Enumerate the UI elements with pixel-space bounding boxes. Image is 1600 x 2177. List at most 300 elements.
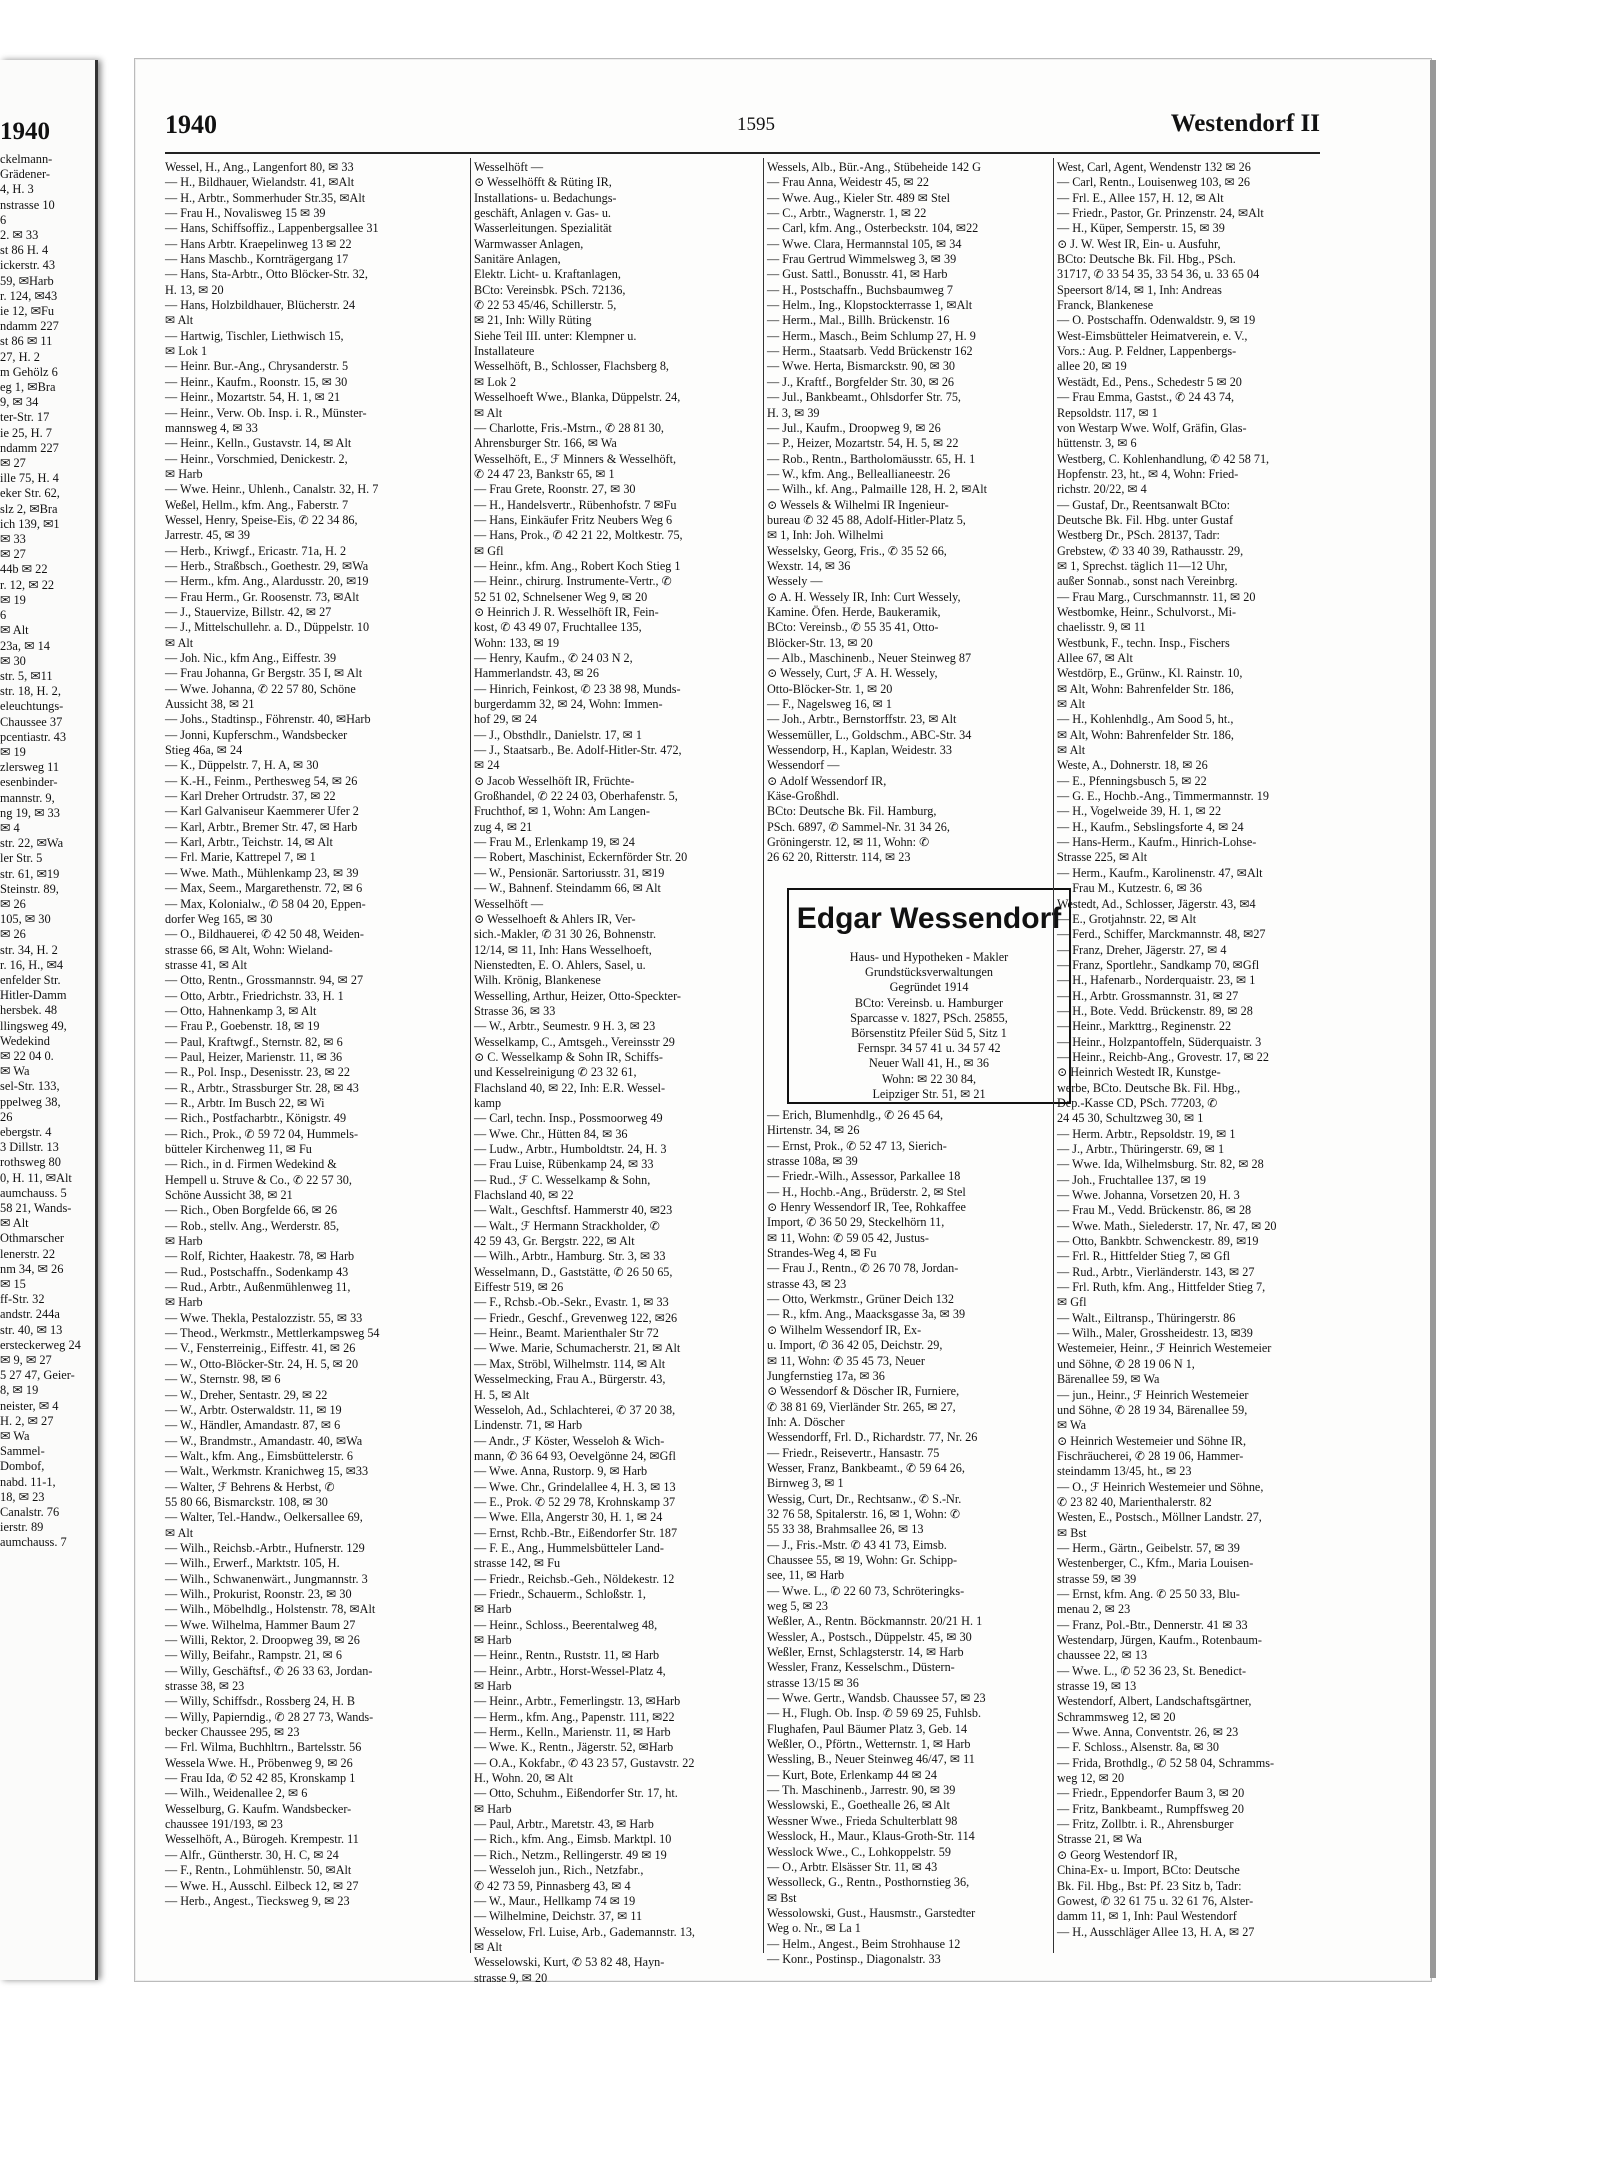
directory-entry-line: Wexstr. 14, ✉ 36 bbox=[767, 558, 851, 573]
directory-entry-line: — Heinr., Kaufm., Roonstr. 15, ✉ 30 bbox=[165, 374, 348, 389]
directory-entry-line: — Wilh., Möbelhdlg., Holstenstr. 78, ✉Alt bbox=[165, 1602, 376, 1617]
directory-entry-line: Wesslock Wwe., C., Lohkoppelstr. 59 bbox=[767, 1844, 951, 1859]
directory-entry-line: 27, H. 2 bbox=[0, 349, 40, 364]
directory-entry-line: Wessendorf — bbox=[767, 758, 840, 773]
directory-entry-line: — Frau Marg., Curschmannstr. 11, ✉ 20 bbox=[1057, 589, 1256, 604]
directory-entry-line: Flachsland 40, ✉ 22 bbox=[474, 1188, 574, 1203]
directory-entry-line: ✉ Alt bbox=[1057, 697, 1086, 712]
directory-entry-line: — Karl Galvaniseur Kaemmerer Ufer 2 bbox=[165, 804, 359, 819]
directory-entry-line: Weste, A., Dohnerstr. 18, ✉ 26 bbox=[1057, 758, 1208, 773]
directory-entry-line: zlersweg 11 bbox=[0, 760, 60, 775]
directory-entry-line: ler Str. 5 bbox=[0, 851, 43, 866]
directory-entry-line: strasse 43, ✉ 23 bbox=[767, 1276, 847, 1291]
directory-entry-line: Eiffestr 519, ✉ 26 bbox=[474, 1280, 564, 1295]
directory-entry-line: — Wwe. Ella, Angerstr 30, H. 1, ✉ 24 bbox=[474, 1510, 663, 1525]
directory-entry-line: Weßler, Ernst, Schlagsterstr. 14, ✉ Harb bbox=[767, 1645, 964, 1660]
directory-entry-line: Warmwasser Anlagen, bbox=[474, 236, 584, 251]
directory-entry-line: — Frau Herm., Gr. Roosenstr. 73, ✉Alt bbox=[165, 589, 360, 604]
directory-entry-line: ie 25, H. 7 bbox=[0, 425, 52, 440]
directory-entry-line: — Ferd., Schiffer, Marckmannstr. 48, ✉27 bbox=[1057, 927, 1266, 942]
directory-entry-line: mann, ✆ 36 64 93, Oevelgönne 24, ✉Gfl bbox=[474, 1448, 676, 1463]
directory-entry-line: 23a, ✉ 14 bbox=[0, 638, 50, 653]
directory-entry-line: Flughafen, Paul Bäumer Platz 3, Geb. 14 bbox=[767, 1721, 968, 1736]
directory-entry-line: burgerdamm 32, ✉ 24, Wohn: Immen- bbox=[474, 697, 663, 712]
directory-entry-line: — Rich., Prok., ✆ 59 72 04, Hummels- bbox=[165, 1126, 359, 1141]
directory-entry-line: — W., kfm. Ang., Belleallianeestr. 26 bbox=[767, 466, 951, 481]
directory-entry-line: str. 22, ✉Wa bbox=[0, 836, 64, 851]
directory-entry-line: — Frl. Wilma, Buchhltrn., Bartelsstr. 56 bbox=[165, 1740, 362, 1755]
directory-entry-line: — Wwe. Wilhelma, Hammer Baum 27 bbox=[165, 1617, 356, 1632]
directory-entry-line: Steinstr. 89, bbox=[0, 881, 59, 896]
directory-entry-line: eg 1, ✉Bra bbox=[0, 380, 56, 395]
directory-entry-line: — Carl, kfm. Ang., Osterbeckstr. 104, ✉22 bbox=[767, 221, 979, 236]
directory-entry-line: — Fritz, Bankbeamt., Rumpffsweg 20 bbox=[1057, 1801, 1244, 1816]
directory-entry-line: Wesselsky, Georg, Fris., ✆ 35 52 66, bbox=[767, 543, 947, 558]
directory-entry-line: Sammel- bbox=[0, 1444, 45, 1459]
directory-entry-line: m Gehölz 6 bbox=[0, 364, 58, 379]
directory-entry-line: — Herm. Arbtr., Repsoldstr. 19, ✉ 1 bbox=[1057, 1126, 1236, 1141]
directory-entry-line: — Heinr., Markttrg., Reginenstr. 22 bbox=[1057, 1019, 1232, 1034]
directory-entry-line: ⊙ J. W. West IR, Ein- u. Ausfuhr, bbox=[1057, 236, 1221, 251]
directory-entry-line: 55 80 66, Bismarckstr. 108, ✉ 30 bbox=[165, 1494, 328, 1509]
directory-entry-line: — Carl, techn. Insp., Possmoorweg 49 bbox=[474, 1111, 663, 1126]
directory-entry-line: BCto: Deutsche Bk. Fil. Hbg., PSch. bbox=[1057, 252, 1236, 267]
directory-entry-line: — Wwe. L., ✆ 22 60 73, Schröteringks- bbox=[767, 1583, 965, 1598]
directory-entry-line: Weßler, O., Pförtn., Wetternstr. 1, ✉ Harb bbox=[767, 1737, 971, 1752]
directory-entry-line: — H., Küper, Semperstr. 15, ✉ 39 bbox=[1057, 221, 1225, 236]
directory-entry-line: Grebstew, ✆ 33 40 39, Rathausstr. 29, bbox=[1057, 543, 1244, 558]
directory-entry-line: und Kesselreinigung ✆ 23 32 61, bbox=[474, 1065, 637, 1080]
directory-entry-line: nabd. 11-1, bbox=[0, 1474, 56, 1489]
directory-entry-line: Wessig, Curt, Dr., Rechtsanw., ✆ S.-Nr. bbox=[767, 1491, 962, 1506]
directory-entry-line: — Alfr., Güntherstr. 30, H. C, ✉ 24 bbox=[165, 1847, 339, 1862]
directory-entry-line: — Rich., Oben Borgfelde 66, ✉ 26 bbox=[165, 1203, 338, 1218]
directory-entry-line: neister, ✉ 4 bbox=[0, 1398, 59, 1413]
directory-entry-line: Jarrestr. 45, ✉ 39 bbox=[165, 528, 251, 543]
directory-entry-line: ✉ 24 bbox=[474, 758, 500, 773]
directory-entry-line: Kamine. Öfen. Herde, Baukeramik, bbox=[767, 604, 941, 619]
directory-entry-line: ✉ Harb bbox=[165, 1234, 203, 1249]
directory-entry-line: — Heinr., chirurg. Instrumente-Vertr., ✆ bbox=[474, 574, 672, 589]
directory-entry-line: Wohn: 133, ✉ 19 bbox=[474, 635, 560, 650]
directory-entry-line: 24 45 30, Schultzweg 30, ✉ 1 bbox=[1057, 1111, 1204, 1126]
directory-entry-line: ✉ Alt bbox=[165, 1525, 194, 1540]
directory-entry-line: sich.-Makler, ✆ 31 30 26, Bohnenstr. bbox=[474, 927, 657, 942]
directory-entry-line: — Ernst, Rchb.-Btr., Eißendorfer Str. 187 bbox=[474, 1525, 678, 1540]
directory-entry-line: ✉ 26 bbox=[0, 927, 26, 942]
directory-entry-line: China-Ex- u. Import, BCto: Deutsche bbox=[1057, 1863, 1240, 1878]
directory-entry-line: ⊙ Heinrich Westemeier und Söhne IR, bbox=[1057, 1433, 1247, 1448]
directory-entry-line: — Robert, Maschinist, Eckernförder Str. 20 bbox=[474, 850, 688, 865]
directory-entry-line: — H., Kohlenhdlg., Am Sood 5, ht., bbox=[1057, 712, 1234, 727]
directory-entry-line: aumchauss. 5 bbox=[0, 1185, 67, 1200]
header-year: 1940 bbox=[165, 110, 217, 139]
directory-entry-line: see, 11, ✉ Harb bbox=[767, 1568, 845, 1583]
directory-entry-line: — Wwe. Chr., Hütten 84, ✉ 36 bbox=[474, 1126, 628, 1141]
directory-entry-line: — Andr., ℱ Köster, Wesseloh & Wich- bbox=[474, 1433, 665, 1448]
directory-entry-line: — Rich., kfm. Ang., Eimsb. Marktpl. 10 bbox=[474, 1832, 672, 1847]
directory-entry-line: menau 2, ✉ 23 bbox=[1057, 1602, 1131, 1617]
directory-entry-line: 9, ✉ 34 bbox=[0, 395, 39, 410]
advertisement-title: Edgar Wessendorf bbox=[796, 902, 1062, 935]
directory-entry-line: strasse 66, ✉ Alt, Wohn: Wieland- bbox=[165, 942, 333, 957]
directory-entry-line: Birnweg 3, ✉ 1 bbox=[767, 1476, 844, 1491]
directory-entry-line: — Karl Dreher Ortrudstr. 37, ✉ 22 bbox=[165, 789, 336, 804]
directory-entry-line: — Heinr., Mozartstr. 54, H. 1, ✉ 21 bbox=[165, 390, 341, 405]
directory-entry-line: Wessendorff, Frl. D., Richardstr. 77, Nr. 26 bbox=[767, 1430, 978, 1445]
directory-entry-line: r. 12, ✉ 22 bbox=[0, 577, 55, 592]
directory-entry-line: Allee 67, ✉ Alt bbox=[1057, 651, 1133, 665]
directory-entry-line: ✆ 24 47 23, Bankstr 65, ✉ 1 bbox=[474, 466, 615, 481]
directory-entry-line: ⊙ Heinrich Westedt IR, Kunstge- bbox=[1057, 1065, 1221, 1080]
directory-entry-line: ⊙ Wessendorf & Döscher IR, Furniere, bbox=[767, 1384, 960, 1399]
directory-entry-line: — Wwe. Chr., Grindelallee 4, H. 3, ✉ 13 bbox=[474, 1479, 676, 1494]
directory-entry-line: enfelder Str. bbox=[0, 972, 61, 987]
directory-entry-line: ⊙ Wessely, Curt, ℱ A. H. Wessely, bbox=[767, 666, 938, 681]
directory-entry-line: Weg o. Nr., ✉ La 1 bbox=[767, 1921, 861, 1936]
directory-entry-line: — Franz, Dreher, Jägerstr. 27, ✉ 4 bbox=[1057, 942, 1227, 957]
directory-entry-line: — Rud., Arbtr., Außenmühlenweg 11, bbox=[165, 1280, 351, 1295]
directory-entry-line: — W., Otto-Blöcker-Str. 24, H. 5, ✉ 20 bbox=[165, 1356, 359, 1371]
directory-entry-line: ✆ 38 81 69, Vierländer Str. 265, ✉ 27, bbox=[767, 1399, 956, 1414]
directory-entry-line: — H., Arbtr. Grossmannstr. 31, ✉ 27 bbox=[1057, 988, 1239, 1003]
directory-entry-line: ✉ Bst bbox=[767, 1890, 797, 1905]
directory-entry-line: Wessel, H., Ang., Langenfort 80, ✉ 33 bbox=[165, 160, 354, 174]
directory-entry-line: ✉ Alt bbox=[474, 405, 503, 420]
directory-entry-line: — Wwe. L., ✆ 52 36 23, St. Benedict- bbox=[1057, 1663, 1247, 1678]
directory-entry-line: — Herm., Masch., Beim Schlump 27, H. 9 bbox=[767, 328, 976, 343]
directory-entry-line: Westberg Dr., PSch. 28137, Tadr: bbox=[1057, 528, 1220, 543]
directory-entry-line: — W., Maur., Hellkamp 74 ✉ 19 bbox=[474, 1893, 636, 1908]
directory-entry-line: — Hans Arbtr. Kraepelinweg 13 ✉ 22 bbox=[165, 236, 352, 251]
directory-entry-line: st 86 H. 4 bbox=[0, 243, 49, 258]
directory-entry-line: ✉ 9, ✉ 27 bbox=[0, 1353, 52, 1368]
directory-entry-line: — K., Düppelstr. 7, H. A, ✉ 30 bbox=[165, 758, 319, 773]
directory-entry-line: — jun., Heinr., ℱ Heinrich Westemeier bbox=[1057, 1387, 1249, 1402]
directory-entry-line: — Joh. Nic., kfm Ang., Eiffestr. 39 bbox=[165, 651, 337, 665]
directory-entry-line: Wessling, B., Neuer Steinweg 46/47, ✉ 11 bbox=[767, 1752, 975, 1767]
directory-entry-line: ng 19, ✉ 33 bbox=[0, 805, 60, 820]
directory-entry-line: — Gust. Sattl., Bonusstr. 41, ✉ Harb bbox=[767, 267, 948, 282]
directory-entry-line: Schrammsweg 12, ✉ 20 bbox=[1057, 1709, 1176, 1724]
directory-entry-line: — Wwe. Anna, Rustorp. 9, ✉ Harb bbox=[474, 1464, 648, 1479]
directory-entry-line: Hammerlandstr. 43, ✉ 26 bbox=[474, 666, 599, 681]
directory-entry-line: 26 62 20, Ritterstr. 114, ✉ 23 bbox=[767, 850, 911, 865]
directory-entry-line: — J., Staatsarb., Be. Adolf-Hitler-Str. 472, bbox=[474, 743, 682, 758]
directory-entry-line: Wasserleitungen. Spezialität bbox=[474, 221, 612, 236]
directory-entry-line: ✉ Alt, Wohn: Bahrenfelder Str. 186, bbox=[1057, 727, 1234, 742]
directory-entry-line: str. 5, ✉11 bbox=[0, 668, 53, 683]
directory-entry-line: ie 12, ✉Fu bbox=[0, 304, 55, 319]
directory-entry-line: — Frau Luise, Rübenkamp 24, ✉ 33 bbox=[474, 1157, 654, 1172]
directory-entry-line: ✉ Alt bbox=[0, 623, 29, 638]
directory-entry-line: ebergstr. 4 bbox=[0, 1125, 52, 1139]
directory-entry-line: nstrasse 10 bbox=[0, 197, 55, 212]
directory-entry-line: 59, ✉Harb bbox=[0, 273, 54, 288]
directory-entry-line: 0, H. 11, ✉Alt bbox=[0, 1170, 72, 1185]
directory-entry-line: Hitler-Damm bbox=[0, 988, 67, 1003]
directory-entry-line: — Heinr., Schloss., Beerentalweg 48, bbox=[474, 1617, 658, 1632]
directory-entry-line: hersbek. 48 bbox=[0, 1003, 58, 1018]
directory-entry-line: — Konr., Postinsp., Diagonalstr. 33 bbox=[767, 1951, 941, 1966]
directory-column-3-continued bbox=[767, 1108, 1057, 1968]
directory-entry-line: 6 bbox=[0, 212, 7, 227]
directory-entry-line: lenerstr. 22 bbox=[0, 1246, 56, 1261]
directory-entry-line: — Frau Grete, Roonstr. 27, ✉ 30 bbox=[474, 482, 636, 497]
directory-entry-line: Wesselmann, D., Gaststätte, ✆ 26 50 65, bbox=[474, 1264, 673, 1279]
directory-entry-line: r. 124, ✉43 bbox=[0, 288, 58, 303]
directory-entry-line: mannsweg 4, ✉ 33 bbox=[165, 420, 258, 435]
directory-entry-line: ✉ 4 bbox=[0, 820, 20, 835]
directory-entry-line: — Rob., Rentn., Bartholomäusstr. 65, H. 1 bbox=[767, 451, 976, 466]
directory-entry-line: — Herm., Gärtn., Geibelstr. 57, ✉ 39 bbox=[1057, 1540, 1240, 1555]
advertisement-line: Sparcasse v. 1827, PSch. 25855, bbox=[850, 1010, 1008, 1025]
advertisement-line: Wohn: ✉ 22 30 84, bbox=[881, 1071, 977, 1086]
directory-entry-line: 52 51 02, Schnelsener Weg 9, ✉ 20 bbox=[474, 589, 648, 604]
directory-entry-line: — H., Handelsvertr., Rübenhofstr. 7 ✉Fu bbox=[474, 497, 677, 512]
directory-entry-line: — Charlotte, Fris.-Mstrn., ✆ 28 81 30, bbox=[474, 420, 664, 435]
directory-entry-line: — W., Arbtr. Osterwaldstr. 11, ✉ 19 bbox=[165, 1402, 342, 1417]
directory-entry-line: — Frl. R., Hittfelder Stieg 7, ✉ Gfl bbox=[1057, 1249, 1231, 1264]
directory-entry-line: BCto: Deutsche Bk. Fil. Hamburg, bbox=[767, 804, 937, 819]
directory-entry-line: West-Eimsbütteler Heimatverein, e. V., bbox=[1057, 328, 1248, 343]
directory-entry-line: str. 40, ✉ 13 bbox=[0, 1322, 63, 1337]
directory-entry-line: — Friedr., Geschf., Grevenweg 122, ✉26 bbox=[474, 1310, 678, 1325]
directory-entry-line: — Hans, Einkäufer Fritz Neubers Weg 6 bbox=[474, 512, 673, 527]
page-header bbox=[165, 108, 1320, 144]
directory-entry-line: Canalstr. 76 bbox=[0, 1505, 60, 1520]
directory-entry-line: Wessendorp, H., Kaplan, Weidestr. 33 bbox=[767, 743, 952, 758]
directory-entry-line: — C., Arbtr., Wagnerstr. 1, ✉ 22 bbox=[767, 206, 927, 221]
directory-entry-line: — Wwe. Aug., Kieler Str. 489 ✉ Stel bbox=[767, 190, 950, 205]
directory-entry-line: Siehe Teil III. unter: Klempner u. bbox=[474, 328, 637, 343]
directory-entry-line: Wesslowski, E., Goethealle 26, ✉ Alt bbox=[767, 1798, 950, 1813]
directory-entry-line: — E., Pfenningsbusch 5, ✉ 22 bbox=[1057, 773, 1207, 788]
advertisement-text bbox=[789, 950, 1069, 1102]
directory-entry-line: ✉ Alt bbox=[1057, 743, 1086, 758]
directory-entry-line: — Wwe. Heinr., Uhlenh., Canalstr. 32, H. 7 bbox=[165, 482, 379, 497]
directory-entry-line: — Karl, Arbtr., Teichstr. 14, ✉ Alt bbox=[165, 835, 333, 850]
directory-entry-line: — Walt., Eiltransp., Thüringerstr. 86 bbox=[1057, 1310, 1236, 1325]
directory-entry-line: ✉ 27 bbox=[0, 456, 26, 471]
directory-entry-line: — Rud., Postschaffn., Sodenkamp 43 bbox=[165, 1264, 349, 1279]
directory-entry-line: — Rud., ℱ C. Wesselkamp & Sohn, bbox=[474, 1172, 651, 1187]
directory-entry-line: Wesselhöft, A., Bürogeh. Krempestr. 11 bbox=[165, 1832, 359, 1847]
directory-entry-line: — Hans, Schiffsoffiz., Lappenbergsallee 31 bbox=[165, 221, 379, 236]
directory-entry-line: 6 bbox=[0, 608, 7, 623]
directory-entry-line: — Rud., Arbtr., Vierländerstr. 143, ✉ 27 bbox=[1057, 1264, 1255, 1279]
directory-entry-line: Westenberger, C., Kfm., Maria Louisen- bbox=[1057, 1556, 1254, 1571]
directory-entry-line: — Henry, Kaufm., ✆ 24 03 N 2, bbox=[474, 651, 633, 665]
directory-entry-line: — Frau M., Vedd. Brückenstr. 86, ✉ 28 bbox=[1057, 1203, 1252, 1218]
directory-entry-line: llingsweg 49, bbox=[0, 1018, 67, 1033]
directory-entry-line: r. 16, H., ✉4 bbox=[0, 957, 64, 972]
directory-entry-line: — Wilh., Arbtr., Hamburg. Str. 3, ✉ 33 bbox=[474, 1249, 666, 1264]
directory-entry-line: — Karl, Arbtr., Bremer Str. 47, ✉ Harb bbox=[165, 819, 358, 834]
directory-entry-line: — Hans, Prok., ✆ 42 21 22, Moltkestr. 75, bbox=[474, 528, 683, 543]
directory-entry-line: 18, ✉ 23 bbox=[0, 1489, 45, 1504]
directory-entry-line: Wesselling, Arthur, Heizer, Otto-Speckter- bbox=[474, 988, 681, 1003]
directory-entry-line: — Hans, Sta-Arbtr., Otto Blöcker-Str. 32, bbox=[165, 267, 368, 282]
directory-entry-line: ✉ 27 bbox=[0, 547, 26, 562]
directory-entry-line: ckelmann- bbox=[0, 152, 53, 166]
directory-entry-line: Wilh. Krönig, Blankenese bbox=[474, 973, 601, 988]
directory-entry-line: chaelisstr. 9, ✉ 11 bbox=[1057, 620, 1146, 635]
directory-entry-line: — O.A., Kokfabr., ✆ 43 23 57, Gustavstr. 22 bbox=[474, 1755, 695, 1770]
directory-entry-line: weg 12, ✉ 20 bbox=[1057, 1771, 1125, 1786]
directory-entry-line: — Heinr., kfm. Ang., Robert Koch Stieg 1 bbox=[474, 558, 681, 573]
directory-entry-line: — H., Bildhauer, Wielandstr. 41, ✉Alt bbox=[165, 175, 355, 190]
directory-entry-line: ✉ Alt bbox=[474, 1939, 503, 1954]
directory-entry-line: — Friedr., Schauerm., Schloßstr. 1, bbox=[474, 1586, 646, 1601]
directory-entry-line: Käse-Großhdl. bbox=[767, 789, 840, 804]
directory-entry-line: Fischräucherei, ✆ 28 19 06, Hammer- bbox=[1057, 1448, 1244, 1463]
directory-entry-line: ✉ 19 bbox=[0, 592, 26, 607]
directory-entry-line: Wedekind bbox=[0, 1033, 50, 1048]
directory-entry-line: — Willy, Beifahr., Rampstr. 21, ✉ 6 bbox=[165, 1648, 342, 1663]
directory-entry-line: — Ernst, Prok., ✆ 52 47 13, Sierich- bbox=[767, 1138, 947, 1153]
directory-entry-line: — R., Arbtr., Strassburger Str. 28, ✉ 43 bbox=[165, 1080, 359, 1095]
directory-entry-line: — Wilh., Schwanenwärt., Jungmannstr. 3 bbox=[165, 1571, 368, 1586]
directory-entry-line: — Wilh., Maler, Grossheidestr. 13, ✉39 bbox=[1057, 1326, 1253, 1341]
directory-entry-line: Wessler, A., Postsch., Düppelstr. 45, ✉ 30 bbox=[767, 1629, 972, 1644]
directory-entry-line: Westdörp, E., Grünw., Kl. Rainstr. 10, bbox=[1057, 666, 1243, 681]
directory-entry-line: — H., Hafenarb., Norderquaistr. 23, ✉ 1 bbox=[1057, 973, 1256, 988]
directory-entry-line: — K.-H., Feinm., Perthesweg 54, ✉ 26 bbox=[165, 773, 358, 788]
directory-entry-line: Installateure bbox=[474, 344, 535, 359]
directory-entry-line: — Joh., Fruchtallee 137, ✉ 19 bbox=[1057, 1172, 1206, 1187]
directory-entry-line: steindamm 13/45, ht., ✉ 23 bbox=[1057, 1464, 1192, 1479]
directory-entry-line: — W., Brandmstr., Amandastr. 40, ✉Wa bbox=[165, 1433, 363, 1448]
directory-entry-line: — Hinrich, Feinkost, ✆ 23 38 98, Munds- bbox=[474, 681, 681, 696]
directory-entry-line: — Wesseloh jun., Rich., Netzfabr., bbox=[474, 1863, 644, 1878]
directory-entry-line: — Rich., Postfacharbtr., Königstr. 49 bbox=[165, 1111, 347, 1126]
directory-entry-line: 2. ✉ 33 bbox=[0, 228, 39, 243]
directory-entry-line: Wesslock, H., Maur., Klaus-Groth-Str. 114 bbox=[767, 1829, 975, 1844]
directory-entry-line: — J., Arbtr., Thüringerstr. 69, ✉ 1 bbox=[1057, 1142, 1225, 1156]
directory-entry-line: — J., Fris.-Mstr. ✆ 43 41 73, Eimsb. bbox=[767, 1537, 947, 1552]
directory-entry-line: — H., Arbtr., Sommerhuder Str.35, ✉Alt bbox=[165, 190, 366, 205]
advertisement-line: Haus- und Hypotheken - Makler bbox=[849, 950, 1009, 964]
directory-entry-line: Otto-Blöcker-Str. 1, ✉ 20 bbox=[767, 681, 893, 696]
directory-entry-line: — Heinr., Reichb-Ang., Grovestr. 17, ✉ 22 bbox=[1057, 1049, 1269, 1064]
directory-entry-line: Inh: A. Döscher bbox=[767, 1414, 845, 1429]
directory-entry-line: Weßel, Hellm., kfm. Ang., Faberstr. 7 bbox=[165, 497, 349, 512]
directory-entry-line: Wessler, Franz, Kesselschm., Düstern- bbox=[767, 1660, 955, 1675]
directory-entry-line: Wesselburg, G. Kaufm. Wandsbecker- bbox=[165, 1801, 352, 1816]
directory-entry-line: — F. E., Ang., Hummelsbütteler Land- bbox=[474, 1540, 664, 1555]
directory-entry-line: 32 76 58, Spitalerstr. 16, ✉ 1, Wohn: ✆ bbox=[767, 1506, 961, 1521]
directory-entry-line: Wesselhöft — bbox=[474, 160, 544, 174]
directory-entry-line: — W., Sternstr. 98, ✉ 6 bbox=[165, 1372, 281, 1387]
directory-entry-line: ⊙ Georg Westendorf IR, bbox=[1057, 1847, 1178, 1862]
directory-entry-line: Wessels, Alb., Bür.-Ang., Stübeheide 142 G bbox=[767, 160, 981, 174]
directory-entry-line: ✆ 23 82 40, Marienthalerstr. 82 bbox=[1057, 1494, 1212, 1509]
directory-entry-line: — Helm., Ing., Klopstockterrasse 1, ✉Alt bbox=[767, 298, 973, 313]
directory-entry-line: — Frau Emma, Gastst., ✆ 24 43 74, bbox=[1057, 390, 1235, 405]
directory-entry-line: Dep.-Kasse CD, PSch. 77203, ✆ bbox=[1057, 1095, 1218, 1110]
directory-entry-line: 58 21, Wands- bbox=[0, 1201, 72, 1216]
directory-entry-line: — Friedr., Eppendorfer Baum 3, ✉ 20 bbox=[1057, 1786, 1245, 1801]
advertisement-line: Fernspr. 34 57 41 u. 34 57 42 bbox=[857, 1041, 1001, 1056]
directory-entry-line: ickerstr. 43 bbox=[0, 258, 56, 273]
directory-entry-line: Westedt, Ad., Schlosser, Jägerstr. 43, ✉4 bbox=[1057, 896, 1256, 911]
directory-entry-line: — Frau Ida, ✆ 52 42 85, Kronskamp 1 bbox=[165, 1771, 356, 1786]
directory-entry-line: hüttenstr. 3, ✉ 6 bbox=[1057, 436, 1137, 451]
directory-entry-line: Bk. Fil. Hbg., Bst: Pf. 23 Sitz b, Tadr: bbox=[1057, 1878, 1242, 1893]
directory-entry-line: ersteckerweg 24 bbox=[0, 1337, 81, 1352]
directory-entry-line: ff-Str. 32 bbox=[0, 1292, 45, 1307]
directory-entry-line: ✉ Gfl bbox=[1057, 1295, 1087, 1310]
directory-entry-line: — Rich., Netzm., Rellingerstr. 49 ✉ 19 bbox=[474, 1847, 667, 1862]
directory-entry-line: damm 11, ✉ 1, Inh: Paul Westendorf bbox=[1057, 1909, 1237, 1924]
directory-entry-line: ✉ Bst bbox=[1057, 1525, 1087, 1540]
directory-entry-line: ⊙ C. Wesselkamp & Sohn IR, Schiffs- bbox=[474, 1049, 663, 1064]
directory-entry-line: Vors.: Aug. P. Feldner, Lappenbergs- bbox=[1057, 344, 1237, 359]
directory-entry-line: ✉ 21, Inh: Willy Rüting bbox=[474, 313, 592, 328]
page-number: 1595 bbox=[737, 114, 775, 135]
directory-entry-line: ✉ 19 bbox=[0, 744, 26, 759]
directory-entry-line: eker Str. 62, bbox=[0, 486, 60, 501]
previous-page-year: 1940 bbox=[0, 118, 50, 145]
directory-entry-line: Deutsche Bk. Fil. Hbg. unter Gustaf bbox=[1057, 512, 1234, 527]
directory-entry-line: — Willi, Rektor, 2. Droopweg 39, ✉ 26 bbox=[165, 1633, 360, 1647]
directory-entry-line: BCto: Vereinsb., ✆ 55 35 41, Otto- bbox=[767, 620, 939, 635]
directory-entry-line: — Wilh., Erwerf., Marktstr. 105, H. bbox=[165, 1556, 340, 1571]
directory-entry-line: Jungfernstieg 17a, ✉ 36 bbox=[767, 1368, 885, 1383]
directory-entry-line: u. Import, ✆ 36 42 05, Deichstr. 29, bbox=[767, 1338, 943, 1353]
directory-entry-line: ⊙ Jacob Wesselhöft IR, Früchte- bbox=[474, 773, 635, 788]
directory-entry-line: — Frau Johanna, Gr Bergstr. 35 I, ✉ Alt bbox=[165, 666, 363, 681]
directory-entry-line: — Frau Gertrud Wimmelsweg 3, ✉ 39 bbox=[767, 252, 957, 267]
directory-entry-line: strasse 19, ✉ 13 bbox=[1057, 1679, 1137, 1694]
directory-entry-line: PSch. 6897, ✆ Sammel-Nr. 31 34 26, bbox=[767, 819, 950, 834]
directory-entry-line: Franck, Blankenese bbox=[1057, 298, 1154, 313]
directory-entry-line: Hirtenstr. 34, ✉ 26 bbox=[767, 1123, 860, 1138]
directory-entry-line: — Wwe. Johanna, ✆ 22 57 80, Schöne bbox=[165, 681, 356, 696]
directory-entry-line: — Franz, Sportlehr., Sandkamp 70, ✉Gfl bbox=[1057, 957, 1260, 972]
directory-entry-line: H. 2, ✉ 27 bbox=[0, 1413, 54, 1428]
directory-entry-line: ✉ 11, Wohn: ✆ 59 05 42, Justus- bbox=[767, 1230, 929, 1245]
directory-entry-line: rothsweg 80 bbox=[0, 1155, 61, 1170]
directory-entry-line: — Frau H., Novalisweg 15 ✉ 39 bbox=[165, 206, 326, 221]
directory-entry-line: hof 29, ✉ 24 bbox=[474, 712, 538, 727]
directory-entry-line: — Frau Anna, Weidestr 45, ✉ 22 bbox=[767, 175, 930, 190]
directory-entry-line: — Friedr., Pastor, Gr. Prinzenstr. 24, ✉Alt bbox=[1057, 206, 1264, 221]
directory-entry-line: Wessela Wwe. H., Pröbenweg 9, ✉ 26 bbox=[165, 1755, 353, 1770]
directory-entry-line: — Ernst, kfm. Ang. ✆ 25 50 33, Blu- bbox=[1057, 1586, 1240, 1601]
directory-entry-line: 31717, ✆ 33 54 35, 33 54 36, u. 33 65 04 bbox=[1057, 267, 1260, 282]
directory-entry-line: Hopfenstr. 23, ht., ✉ 4, Wohn: Fried- bbox=[1057, 466, 1239, 481]
directory-entry-line: — Frl. E., Allee 157, H. 12, ✉ Alt bbox=[1057, 190, 1224, 205]
directory-entry-line: Westädt, Ed., Pens., Schedestr 5 ✉ 20 bbox=[1057, 374, 1242, 389]
directory-entry-line: Elektr. Licht- u. Kraftanlagen, bbox=[474, 267, 621, 282]
directory-entry-line: ✉ Alt bbox=[0, 1216, 29, 1231]
directory-entry-line: — H., Hochb.-Ang., Brüderstr. 2, ✉ Stel bbox=[767, 1184, 966, 1199]
directory-entry-line: Dombof, bbox=[0, 1459, 45, 1474]
directory-entry-line: ✉ Alt, Wohn: Bahrenfelder Str. 186, bbox=[1057, 681, 1234, 696]
directory-entry-line: — Walt., ℱ Hermann Strackholder, ✆ bbox=[474, 1218, 660, 1233]
directory-entry-line: Wesselhoeft Wwe., Blanka, Düppelstr. 24, bbox=[474, 390, 681, 405]
directory-entry-line: — J., Stauervize, Billstr. 42, ✉ 27 bbox=[165, 604, 332, 619]
directory-entry-line: chaussee 191/193, ✉ 23 bbox=[165, 1817, 283, 1832]
directory-entry-line: st 86 ✉ 11 bbox=[0, 334, 53, 349]
directory-entry-line: ✉ 26 bbox=[0, 896, 26, 911]
directory-entry-line: 55 33 38, Brahmsallee 26, ✉ 13 bbox=[767, 1522, 924, 1537]
directory-entry-line: ter-Str. 17 bbox=[0, 410, 50, 425]
directory-entry-line: — F. Schloss., Alsenstr. 8a, ✉ 30 bbox=[1057, 1740, 1219, 1755]
directory-entry-line: Strasse 225, ✉ Alt bbox=[1057, 850, 1148, 865]
